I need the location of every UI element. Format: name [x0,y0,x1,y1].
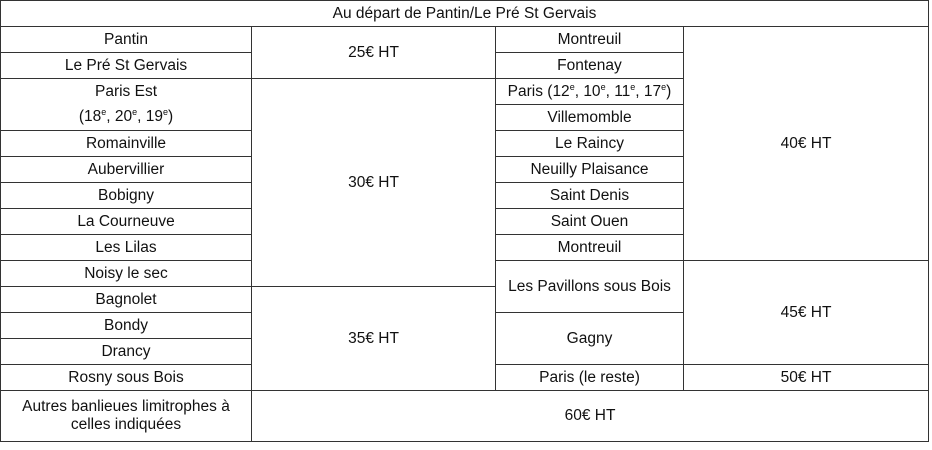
city-saint-denis [495,182,684,209]
title-text: Au départ de Pantin/Le Pré St Gervais [332,4,597,22]
city-label: Fontenay [557,56,622,74]
city-le-pre-st-gervais [0,52,252,79]
city-paris-le-reste [495,364,684,391]
price-label: 25€ HT [348,43,399,61]
price-label: 35€ HT [348,329,399,347]
city-noisy-le-sec [0,260,252,287]
paris-est-arrondissements: (18e, 20e, 19e) [78,107,174,126]
price-label: 50€ HT [780,368,832,386]
city-neuilly-plaisance [495,156,684,183]
city-label: Paris (le reste) [539,368,640,386]
city-label: Romainville [85,134,167,152]
price-label: 60€ HT [564,407,616,424]
city-label: Le Raincy [555,134,624,152]
city-label: Montreuil [557,30,622,48]
city-label: Saint Denis [549,186,630,204]
city-les-lilas [0,234,252,261]
city-label: Les Lilas [95,238,157,256]
city-aubervillier [0,156,252,183]
city-bondy [0,312,252,339]
city-les-pavillons-sous-bois [495,260,684,313]
price-cell-35 [251,286,496,391]
city-label: Paris (12e, 10e, 11e, 17e) [507,81,672,100]
city-saint-ouen [495,208,684,235]
city-label: Bondy [104,316,148,334]
city-label: Villemomble [547,108,632,126]
city-label: Aubervillier [87,160,165,178]
city-label: Noisy le sec [84,264,168,282]
city-label: Bobigny [97,186,154,204]
city-drancy [0,338,252,365]
price-label: 30€ HT [348,173,399,191]
price-cell-50 [683,364,929,391]
city-label: Autres banlieues limitrophes à celles indiquées [22,398,230,433]
city-label: Saint Ouen [550,212,629,230]
city-bobigny [0,182,252,209]
city-label: Le Pré St Gervais [64,56,188,74]
city-montreuil [495,26,684,53]
city-paris-est [0,78,252,131]
city-montreuil-2 [495,234,684,261]
city-label: Gagny [566,329,613,347]
city-label: Drancy [101,342,151,360]
price-cell-30 [251,78,496,287]
city-gagny [495,312,684,365]
price-label: 40€ HT [780,134,832,152]
price-cell-40 [683,26,929,261]
city-paris-arrondissements [495,78,684,105]
city-le-raincy [495,130,684,157]
table-title [0,0,929,27]
city-fontenay [495,52,684,79]
city-label: Bagnolet [95,290,157,308]
city-label: Montreuil [557,238,622,256]
price-label: 45€ HT [780,303,832,321]
city-romainville [0,130,252,157]
city-villemomble [495,104,684,131]
city-rosny-sous-bois [0,364,252,391]
city-la-courneuve [0,208,252,235]
city-label: Rosny sous Bois [68,368,184,386]
price-cell-25 [251,26,496,79]
city-label: Neuilly Plaisance [530,160,649,178]
city-pantin [0,26,252,53]
city-label: Paris Est [94,82,157,100]
city-bagnolet [0,286,252,313]
city-label: Les Pavillons sous Bois [508,277,671,295]
price-cell-60 [251,390,929,442]
city-label: Pantin [104,30,148,48]
price-cell-45 [683,260,929,365]
city-label: La Courneuve [77,212,175,230]
city-autres-banlieues [0,390,252,442]
